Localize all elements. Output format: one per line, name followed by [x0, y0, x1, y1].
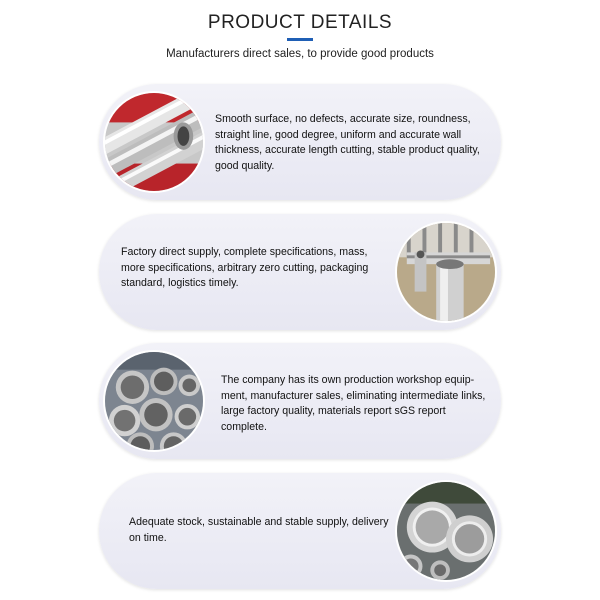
page-title: PRODUCT DETAILS — [207, 12, 393, 33]
polished-steel-tubes-photo — [103, 91, 205, 193]
feature-card-factory — [99, 343, 501, 459]
stacked-pipes-warehouse-photo — [103, 350, 205, 452]
large-pipe-ends-photo — [395, 480, 497, 582]
feature-card-supply — [99, 214, 501, 330]
feature-text: Smooth surface, no defects, accurate size, roundness, straight line, good degree, uniform and accurate wall thickness, accurate length cutting, stable product quality, good quality. — [215, 113, 480, 172]
feature-text: Factory direct supply, complete specifications, mass, more specifications, arbitrary zero cutting, packaging standard, logistics timely. — [121, 246, 369, 289]
feature-text: The company has its own production workshop equip-ment, manufacturer sales, eliminating intermediate links, large factory quality, materials report sGS report complete. — [221, 374, 486, 433]
caliper-measuring-pipe-photo — [395, 221, 497, 323]
title-underline — [287, 38, 313, 41]
feature-card-quality — [99, 84, 501, 200]
feature-card-stock — [99, 473, 501, 589]
feature-text: Adequate stock, sustainable and stable supply, delivery on time. — [129, 516, 389, 544]
page-subtitle: Manufacturers direct sales, to provide good products — [166, 48, 434, 60]
